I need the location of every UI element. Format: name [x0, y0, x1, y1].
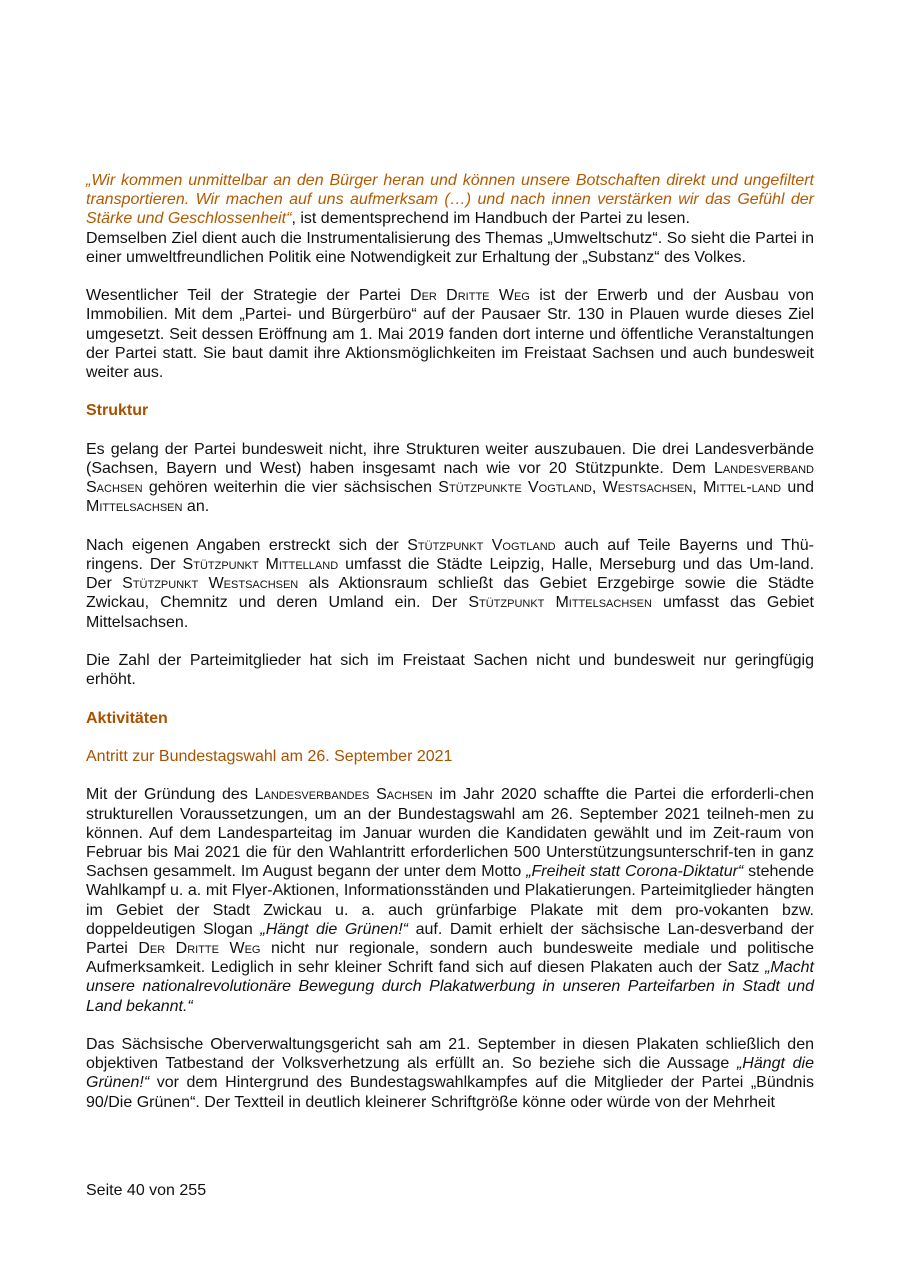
subheading-bundestagswahl: Antritt zur Bundestagswahl am 26. September 2021 — [86, 747, 453, 765]
paragraph-gericht: Das Sächsische Oberverwaltungsgericht sah am 21. September in diesen Plakaten schließlich den objektiven Tatbestand der Volksverhetzung als erfüllt an. So beziehe sich die Aussage „Hängt die Grünen!“ vor dem Hintergrund des Bundestagswahlkampfes auf die Mitglieder der Partei „Bündnis 90/Die Grünen“. Der Textteil in deutlich kleinerer Schriftgröße könne oder würde von der Mehrheit — [86, 1036, 814, 1111]
paragraph-immobilien: Wesentlicher Teil der Strategie der Partei Der Dritte Weg ist der Erwerb und der Ausbau von Immobilien. Mit dem „Partei- und Bürgerbüro“ auf der Pausaer Str. 130 in Plauen wurde dieses Ziel umgesetzt. Seit dessen Eröffnung am 1. Mai 2019 fanden dort interne und öffentliche Veranstaltungen der Partei statt. Sie baut damit ihre Aktionsmöglichkeiten im Freistaat Sachsen und auch bundesweit weiter aus. — [86, 287, 815, 382]
page-number: Seite 40 von 255 — [86, 1182, 207, 1199]
paragraph-quote — [86, 171, 814, 229]
page-content — [86, 171, 814, 1112]
paragraph-landesverbaende: Es gelang der Partei bundesweit nicht, ihre Strukturen weiter auszubauen. Die drei Landesverbände (Sachsen, Bayern und West) haben insgesamt nach wie vor 20 Stützpunkte. Dem Landesverband Sachsen gehören weiterhin die vier sächsischen Stützpunkte Vogtland, Westsachsen, Mittel-land und Mittelsachsen an. — [86, 440, 815, 516]
party-name: Der Dritte Weg — [138, 940, 261, 957]
heading-struktur: Struktur — [86, 402, 149, 420]
handbook-quote: „Wir kommen unmittelbar an den Bürger heran und können unsere Botschaften direkt und ungefiltert transportieren. Wir machen auf uns aufmerksam (…) und nach innen verstärken wir das Gefühl der Stärke und Geschlossenheit“ — [86, 172, 814, 228]
party-name: Der Dritte Weg — [410, 287, 530, 305]
paragraph-mitglieder: Die Zahl der Parteimitglieder hat sich im Freistaat Sachen nicht und bundesweit nur geringfügig erhöht. — [86, 652, 814, 689]
paragraph-wahlkampf: Mit der Gründung des Landesverbandes Sachsen im Jahr 2020 schaffte die Partei die erforderli-chen strukturellen Voraussetzungen, um an der Bundestagswahl am 26. September 2021 teilneh-men zu können. Auf dem Landesparteitag im Januar wurden die Kandidaten gewählt und im Zeit-raum von Februar bis Mai 2021 die für den Wahlantritt erforderlichen 500 Unterstützungsunterschrif-ten in ganz Sachsen gesammelt. Im August begann der unter dem Motto „Freiheit statt Corona-Diktatur“ stehende Wahlkampf u. a. mit Flyer-Aktionen, Informationsständen und Plakatierungen. Parteimitglieder hängten im Gebiet der Stadt Zwickau u. a. auch grünfarbige Plakate mit dem pro-vokanten bzw. doppeldeutigen Slogan „Hängt die Grünen!“ auf. Damit erhielt der sächsische Lan-desverband der Partei Der Dritte Weg nicht nur regionale, sondern auch bundesweite mediale und politische Aufmerksamkeit. Lediglich in sehr kleiner Schrift fand sich auf diesen Plakaten auch der Satz „Macht unsere nationalrevolutionäre Bewegung durch Plakatwerbung in unseren Parteifarben in Stadt und Land bekannt.“ — [86, 786, 815, 1015]
quote-source: , ist dementsprechend im Handbuch der Partei zu lesen. — [291, 210, 690, 228]
paragraph-stuetzpunkte: Nach eigenen Angaben erstreckt sich der Stützpunkt Vogtland auch auf Teile Bayerns und Thü-ringens. Der Stützpunkt Mittelland umfasst die Städte Leipzig, Halle, Merseburg und das Um-land. Der Stützpunkt Westsachsen als Aktionsraum schließt das Gebiet Erzgebirge sowie die Städte Zwickau, Chemnitz und deren Umland ein. Der Stützpunkt Mittelsachsen umfasst das Gebiet Mittelsachsen. — [86, 536, 815, 631]
heading-aktivitaeten: Aktivitäten — [86, 709, 168, 727]
paragraph-umweltschutz: Demselben Ziel dient auch die Instrumentalisierung des Themas „Umweltschutz“. So sieht die Partei in einer umweltfreundlichen Politik eine Notwendigkeit zur Erhaltung der „Substanz“ des Volkes. — [86, 229, 814, 266]
